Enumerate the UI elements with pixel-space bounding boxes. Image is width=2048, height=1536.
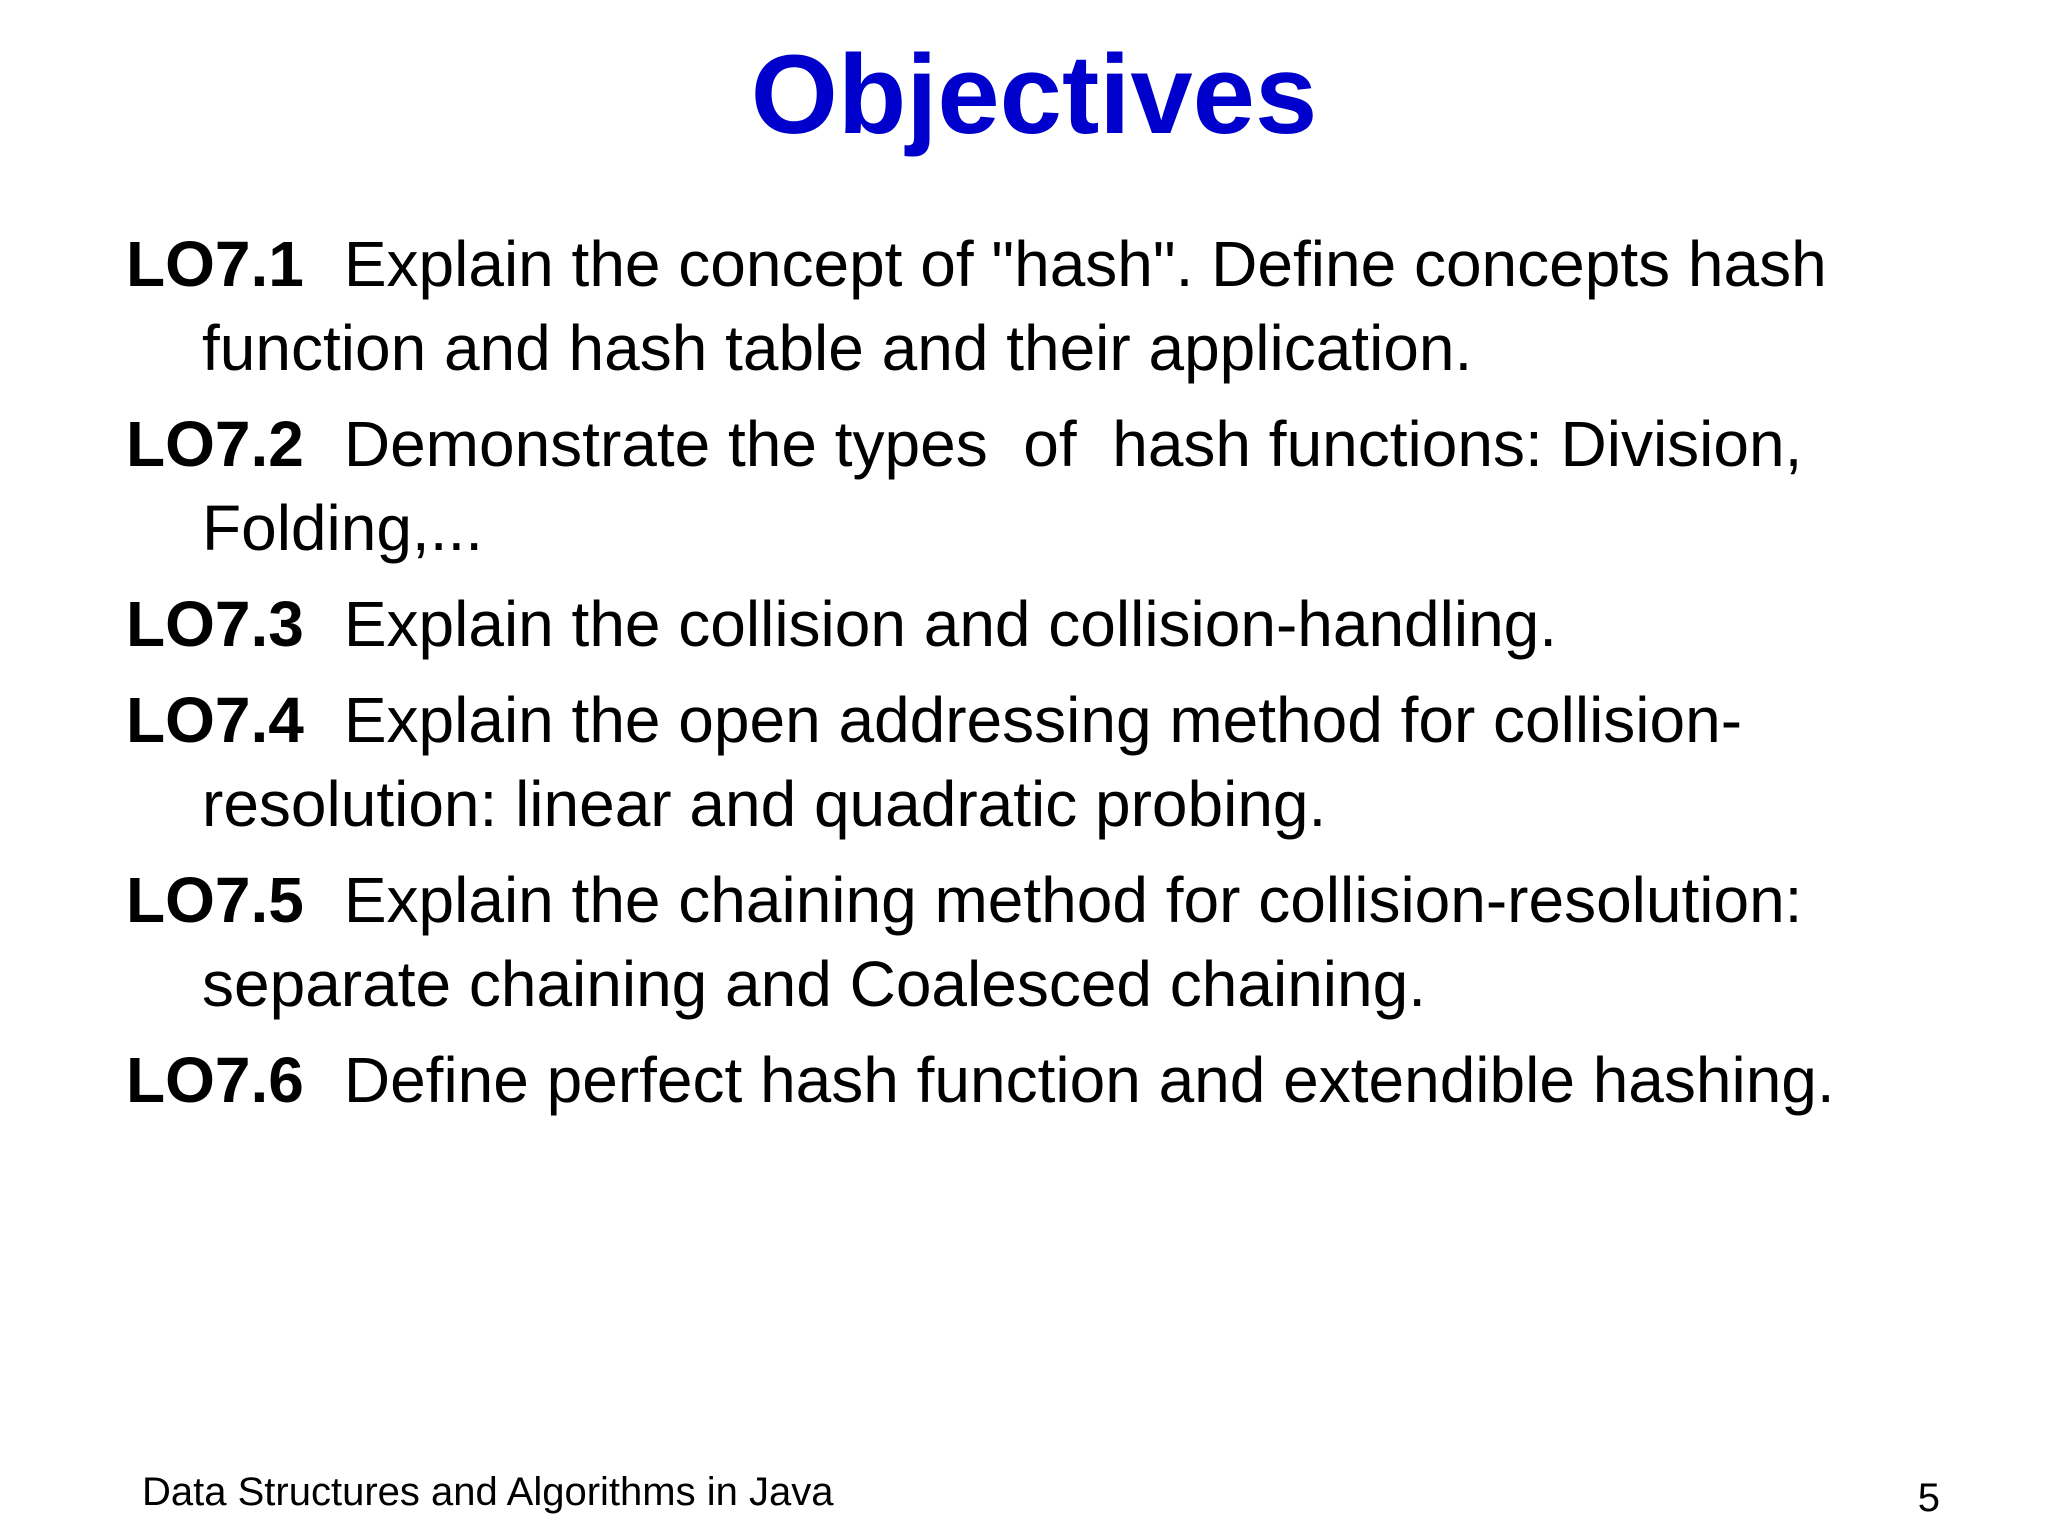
objective-item: [126, 222, 1986, 390]
objective-item: [126, 678, 1986, 846]
objective-code: LO7.4: [126, 684, 304, 756]
objective-text: Define perfect hash function and extendible hashing.: [343, 1044, 1835, 1116]
objective-code: LO7.2: [126, 408, 304, 480]
objective-item: [126, 402, 1986, 570]
objective-text: Explain the concept of "hash". Define concepts hash function and hash table and their application.: [202, 228, 1827, 384]
objective-code: LO7.5: [126, 864, 304, 936]
objective-code: LO7.6: [126, 1044, 304, 1116]
objective-code: LO7.1: [126, 228, 304, 300]
objective-text: Explain the open addressing method for collision-resolution: linear and quadratic probing.: [202, 684, 1742, 840]
objectives-list: [126, 222, 1986, 1134]
objective-item: [126, 1038, 1986, 1122]
slide-title: Objectives: [750, 32, 1318, 157]
objective-item: [126, 582, 1986, 666]
objective-text: Demonstrate the types of hash functions: Division, Folding,...: [202, 408, 1821, 564]
objective-code: LO7.3: [126, 588, 304, 660]
objective-text: Explain the collision and collision-handling.: [343, 588, 1558, 660]
objective-item: [126, 858, 1986, 1026]
page-number: 5: [1917, 1476, 1940, 1520]
footer-course-title: Data Structures and Algorithms in Java: [142, 1470, 834, 1514]
objective-text: Explain the chaining method for collision-resolution: separate chaining and Coalesced chaining.: [202, 864, 1803, 1020]
